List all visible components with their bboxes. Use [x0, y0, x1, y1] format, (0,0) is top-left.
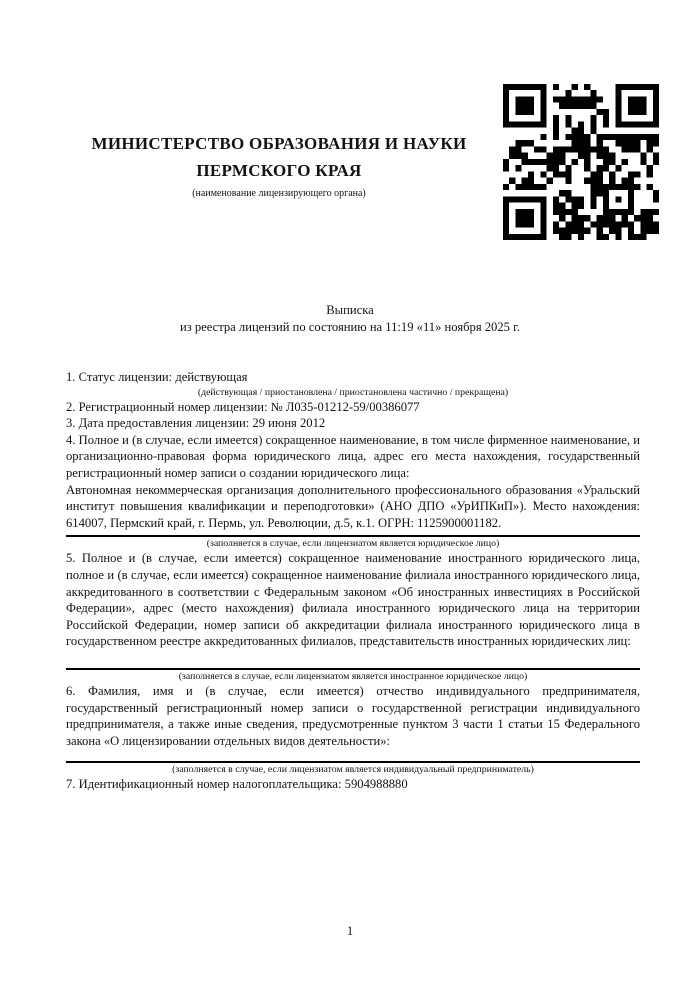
document-body [66, 369, 640, 793]
item-4-legal-entity-value: Автономная некоммерческая организация дополнительного профессионального образования «Уральский институт повышения квалификации и переподготовки» (АНО ДПО «УрИПКиП»). Место нахождения: 614007, Пермский край, г. Пермь, ул. Революции, д.5, к.1. ОГРН: 1125900001182. [66, 482, 640, 530]
item-1-note: (действующая / приостановлена / приостановлена частично / прекращена) [197, 386, 509, 398]
item-1-license-status: 1. Статус лицензии: действующая [66, 370, 248, 384]
ministry-name-line2: ПЕРМСКОГО КРАЯ [196, 161, 362, 180]
ministry-name [67, 130, 491, 184]
page-number: 1 [346, 924, 354, 938]
document-title [63, 302, 637, 336]
qr-code-icon [503, 84, 659, 240]
item-3-grant-date: 3. Дата предоставления лицензии: 29 июня 2012 [66, 416, 326, 431]
item-6-note: (заполняется в случае, если лицензиатом является индивидуальный предприниматель) [172, 764, 534, 776]
item-2-registration-number: 2. Регистрационный номер лицензии: № Л035-01212-59/00386077 [66, 399, 420, 414]
item-4-legal-entity-label: 4. Полное и (в случае, если имеется) сокращенное наименование, в том числе фирменное наименование, и организационно-правовая форма юридического лица, адрес его места нахождения, государственный регистрационный номер записи о создании юридического лица: [66, 432, 640, 480]
ministry-name-line1: МИНИСТЕРСТВО ОБРАЗОВАНИЯ И НАУКИ [91, 134, 467, 153]
document-title-line2: из реестра лицензий по состоянию на 11:19 «11» ноября 2025 г. [179, 320, 520, 334]
item-5-note: (заполняется в случае, если лицензиатом является иностранное юридическое лицо) [178, 670, 528, 682]
item-4-note: (заполняется в случае, если лицензиатом является юридическое лицо) [206, 538, 500, 550]
document-title-line1: Выписка [326, 303, 374, 317]
item-6-entrepreneur-label: 6. Фамилия, имя и (в случае, если имеется) отчество индивидуального предпринимателя, государственный регистрационный номер записи о государственной регистрации индивидуального предпринимателя, а также иные сведения, предусмотренные пунктом 3 части 1 статьи 15 Федерального закона «О лицензировании отдельных видов деятельности»: [66, 683, 640, 748]
item-7-taxpayer-id: 7. Идентификационный номер налогоплательщика: 5904988880 [66, 777, 408, 792]
item-5-foreign-entity-label: 5. Полное и (в случае, если имеется) сокращенное наименование иностранного юридического лица, полное и (в случае, если имеется) сокращенное наименование филиала иностранного юридического лица, аккредитованного в соответствии с Федеральным законом «Об иностранных инвестициях в Российской Федерации», адрес (место нахождения) филиала иностранного юридического лица на территории Российской Федерации, номер записи об аккредитации филиала иностранного юридического лица в государственном реестре аккредитованных филиалов, представительств иностранных юридических лиц: [66, 551, 640, 649]
licensing-authority-header [67, 130, 491, 200]
ministry-caption: (наименование лицензирующего органа) [192, 188, 366, 199]
